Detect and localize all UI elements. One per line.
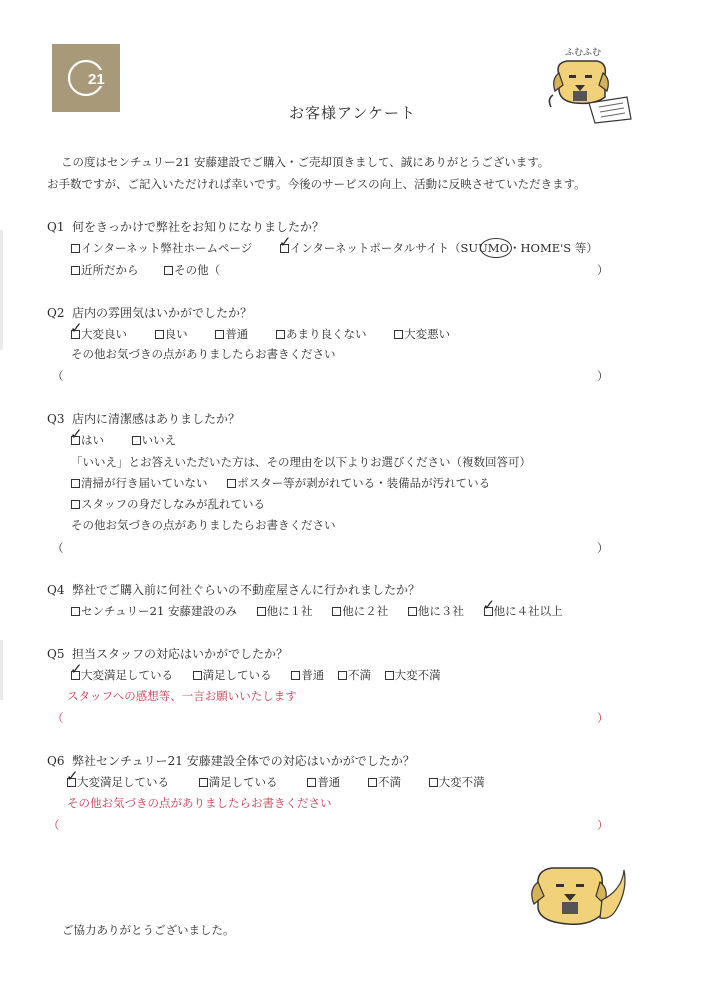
option-label: 大変不満 xyxy=(394,668,441,682)
q5-options-row xyxy=(70,660,441,683)
q2-note: その他お気づきの点がありましたらお書きください xyxy=(71,347,336,361)
checkbox[interactable] xyxy=(385,671,394,680)
question-text: 弊社でご購入前に何社ぐらいの不動産屋さんに行かれましたか？ xyxy=(72,583,421,597)
q1-option-other[interactable] xyxy=(164,262,220,278)
option-label: その他（ xyxy=(174,263,221,277)
checkbox[interactable] xyxy=(199,778,208,787)
q3-reasons-row-1 xyxy=(71,475,490,491)
option-label: インターネット弊社ホームページ xyxy=(81,241,253,255)
checkbox[interactable] xyxy=(307,778,316,787)
q5-note: スタッフへの感想等、一言お願いいたします xyxy=(67,689,297,703)
q1-option-nearby[interactable] xyxy=(71,262,139,278)
q1-options-row-1 xyxy=(71,233,598,256)
option-label: ポスター等が剥がれている・装備品が汚れている xyxy=(237,476,491,490)
q6-option-normal[interactable] xyxy=(307,774,340,790)
option-label: 他に１社 xyxy=(266,604,313,618)
q4-option-only-us[interactable] xyxy=(71,603,237,619)
q2-option-very-good[interactable] xyxy=(70,319,127,342)
checkbox[interactable] xyxy=(164,266,173,275)
question-number: Q4 xyxy=(47,583,65,597)
checkbox[interactable] xyxy=(408,607,417,616)
option-label: スタッフの身だしなみが乱れている xyxy=(81,497,265,511)
q6-option-dissatisfied[interactable] xyxy=(368,774,401,790)
q1-options-row-2 xyxy=(71,262,220,278)
check-mark-icon: ✓ xyxy=(482,596,496,614)
check-mark-icon: ✓ xyxy=(70,425,83,443)
question-text: 弊社センチュリー21 安藤建設全体での対応はいかがでしたか？ xyxy=(72,754,415,768)
option-label: 大変満足している xyxy=(77,775,169,789)
q4-option-three-others[interactable] xyxy=(408,603,464,619)
q5-option-very-satisfied[interactable] xyxy=(70,660,173,683)
q4-option-one-other[interactable] xyxy=(257,603,313,619)
intro-line-2: お手数ですが、ご記入いただければ幸いです。今後のサービスの向上、活動に反映させていただきます。 xyxy=(47,177,586,191)
question-5 xyxy=(47,645,288,662)
question-number: Q3 xyxy=(47,412,65,426)
question-number: Q6 xyxy=(47,754,65,768)
question-text: 担当スタッフの対応はいかがでしたか？ xyxy=(72,647,289,661)
check-mark-icon: ✓ xyxy=(70,319,83,337)
intro-line-1: この度はセンチュリー21 安藤建設でご購入・ご売却頂きまして、誠にありがとうございます。 xyxy=(61,155,550,169)
checkbox[interactable] xyxy=(257,607,266,616)
q5-option-very-dissatisfied[interactable] xyxy=(385,667,441,683)
checkbox[interactable] xyxy=(71,500,80,509)
option-label: 満足している xyxy=(202,668,272,682)
checkbox[interactable] xyxy=(71,244,80,253)
q3-reason-staff-untidy[interactable] xyxy=(71,496,265,512)
checkbox[interactable] xyxy=(155,330,164,339)
mascot-caption: ふむふむ xyxy=(565,48,602,58)
q3-comment-close-paren: ） xyxy=(597,541,609,555)
option-label: はい xyxy=(81,433,104,447)
q2-comment-close-paren: ） xyxy=(597,369,609,383)
option-label: 大変満足している xyxy=(81,668,173,682)
handwritten-circle-mark xyxy=(480,238,512,258)
mascot-dog-image xyxy=(530,860,630,930)
q6-option-satisfied[interactable] xyxy=(199,774,278,790)
q2-options-row xyxy=(70,319,451,342)
option-label: 大変悪い xyxy=(404,327,451,341)
checkbox[interactable] xyxy=(215,330,224,339)
margin-mark xyxy=(0,230,3,350)
q3-option-no[interactable] xyxy=(132,432,177,448)
margin-mark xyxy=(0,640,3,700)
question-text: 店内の雰囲気はいかがでしたか？ xyxy=(72,306,253,320)
q6-comment-open-paren: （ xyxy=(48,818,60,832)
option-label: 不満 xyxy=(347,668,371,682)
q2-option-very-bad[interactable] xyxy=(394,326,450,342)
option-label: 不満 xyxy=(377,775,401,789)
checkbox[interactable] xyxy=(132,436,141,445)
q4-option-two-others[interactable] xyxy=(332,603,388,619)
q1-option-homepage[interactable] xyxy=(71,240,252,256)
option-label: インターネットポータルサイト（SUUMO・HOME'S 等） xyxy=(289,241,598,255)
q3-sub-instruction: 「いいえ」とお答えいただいた方は、その理由を以下よりお選びください（複数回答可） xyxy=(71,455,531,469)
checkbox[interactable] xyxy=(71,607,80,616)
option-label: 清掃が行き届いていない xyxy=(81,476,208,490)
q6-note: その他お気づきの点がありましたらお書きください xyxy=(67,796,332,810)
checkbox[interactable] xyxy=(291,671,300,680)
q1-other-close-paren: ） xyxy=(597,263,609,277)
option-label: 他に３社 xyxy=(417,604,464,618)
option-label: 大変良い xyxy=(81,327,127,341)
q6-options-row xyxy=(66,767,485,790)
option-label: 大変不満 xyxy=(438,775,485,789)
q4-options-row xyxy=(71,596,563,619)
q3-note: その他お気づきの点がありましたらお書きください xyxy=(71,518,336,532)
q5-option-normal[interactable] xyxy=(291,667,324,683)
page-title: お客様アンケート xyxy=(288,104,417,122)
question-text: 何をきっかけで弊社をお知りになりましたか？ xyxy=(72,220,325,234)
checkbox[interactable] xyxy=(71,266,80,275)
option-label: 他に２社 xyxy=(342,604,389,618)
option-label: 満足している xyxy=(208,775,278,789)
q3-comment-open-paren: （ xyxy=(52,541,64,555)
option-label: あまり良くない xyxy=(285,327,367,341)
option-label: 良い xyxy=(164,327,188,341)
checkbox[interactable] xyxy=(338,671,347,680)
check-mark-icon: ✓ xyxy=(70,660,83,678)
q2-option-normal[interactable] xyxy=(215,326,248,342)
checkbox[interactable] xyxy=(429,778,438,787)
q1-option-portal-site[interactable] xyxy=(278,233,598,256)
q3-option-yes[interactable] xyxy=(70,425,104,448)
checkbox[interactable] xyxy=(394,330,403,339)
option-label: 近所だから xyxy=(81,263,139,277)
checkbox[interactable] xyxy=(71,479,80,488)
option-label: 普通 xyxy=(225,327,249,341)
q6-comment-close-paren: ） xyxy=(597,818,609,832)
checkbox[interactable] xyxy=(193,671,202,680)
q4-option-four-plus[interactable] xyxy=(482,596,563,619)
check-mark-icon: ✓ xyxy=(278,233,292,251)
option-label: 普通 xyxy=(317,775,341,789)
question-number: Q5 xyxy=(47,647,65,661)
q2-option-not-good[interactable] xyxy=(276,326,367,342)
option-label: いいえ xyxy=(141,433,177,447)
checkbox[interactable] xyxy=(227,479,236,488)
q5-comment-close-paren: ） xyxy=(597,711,609,725)
option-label: 普通 xyxy=(301,668,325,682)
footer-thanks: ご協力ありがとうございました。 xyxy=(62,923,235,937)
q2-comment-open-paren: （ xyxy=(52,369,64,383)
check-mark-icon: ✓ xyxy=(66,767,79,785)
logo-text: 21 xyxy=(88,71,105,88)
question-text: 店内に清潔感はありましたか？ xyxy=(72,412,241,426)
q3-reasons-row-2 xyxy=(71,496,265,512)
q6-option-very-satisfied[interactable] xyxy=(66,767,169,790)
question-4 xyxy=(47,581,420,598)
q5-comment-open-paren: （ xyxy=(52,711,64,725)
option-label: センチュリー21 安藤建設のみ xyxy=(81,604,237,618)
q3-options-row xyxy=(70,425,177,448)
checkbox[interactable] xyxy=(332,607,341,616)
q6-option-very-dissatisfied[interactable] xyxy=(429,774,485,790)
q3-reason-not-cleaned[interactable] xyxy=(71,475,208,491)
q5-option-dissatisfied[interactable] xyxy=(338,667,371,683)
q2-option-good[interactable] xyxy=(155,326,188,342)
q3-reason-posters-dirty[interactable] xyxy=(227,475,490,491)
q5-option-satisfied[interactable] xyxy=(193,667,272,683)
question-number: Q1 xyxy=(47,220,65,234)
option-label: 他に４社以上 xyxy=(493,604,563,618)
question-number: Q2 xyxy=(47,306,65,320)
checkbox[interactable] xyxy=(368,778,377,787)
question-6 xyxy=(47,752,415,769)
checkbox[interactable] xyxy=(276,330,285,339)
